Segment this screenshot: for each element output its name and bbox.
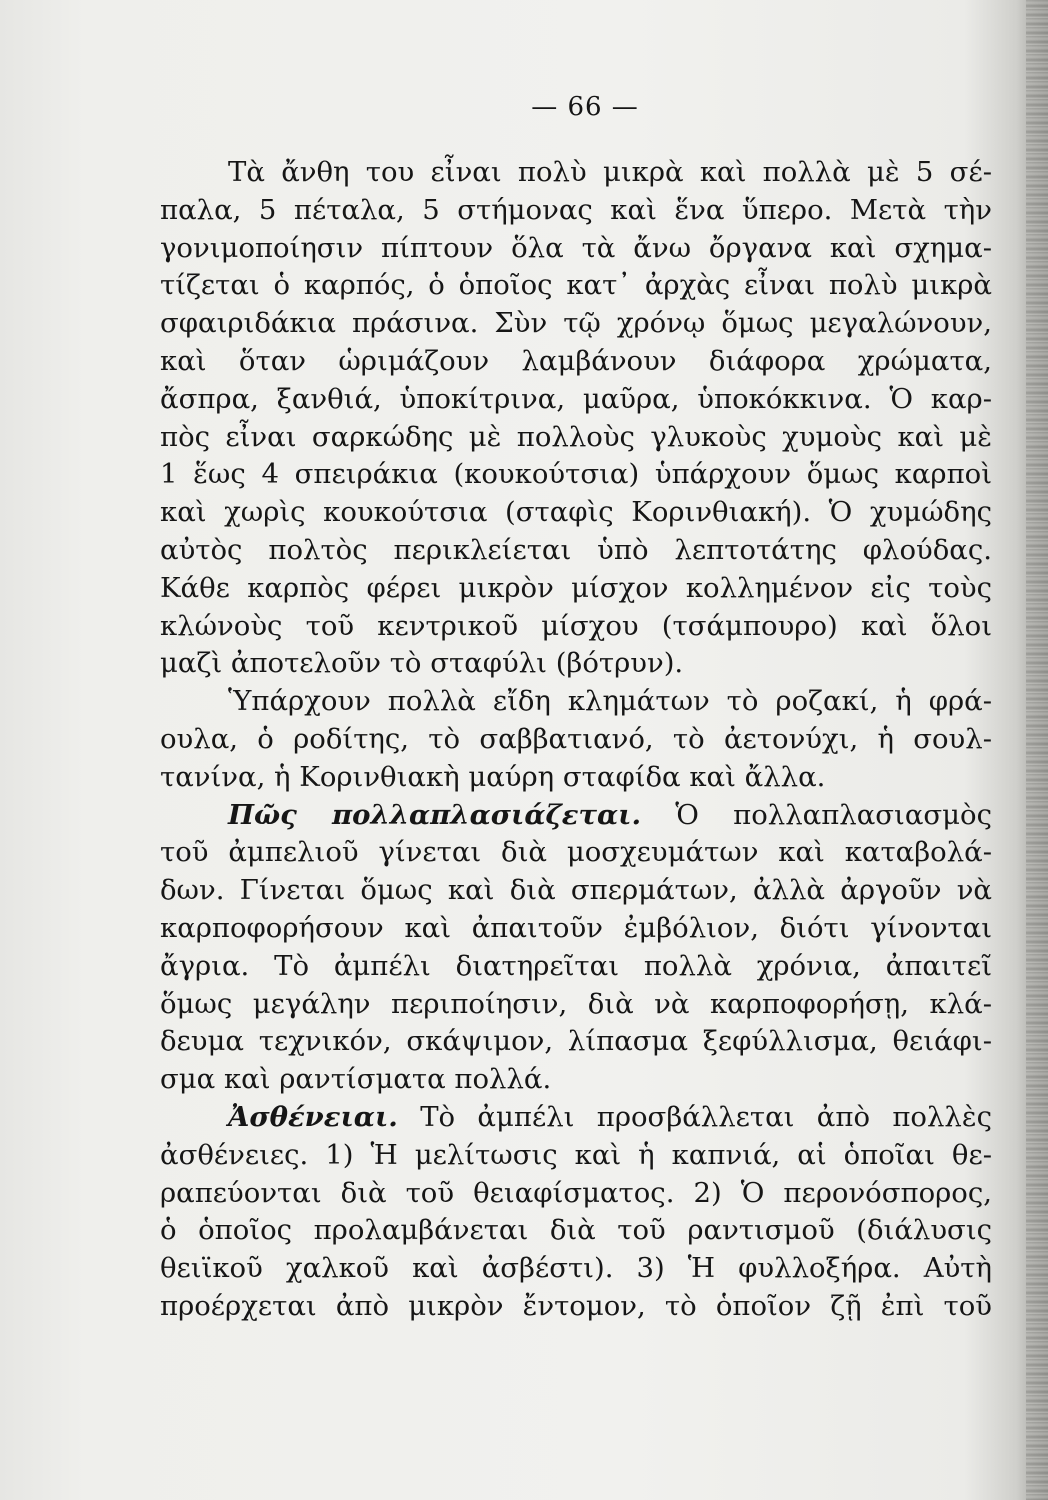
text-line: σφαιριδάκια πράσινα. Σὺν τῷ χρόνῳ ὅμως μεγαλώνουν, — [160, 307, 992, 340]
section-first-line — [160, 797, 992, 835]
text-line: τανίνα, ἡ Κορινθιακὴ μαύρη σταφίδα καὶ ἄλλα. — [160, 760, 826, 793]
section-first-line-text: Ὁ πολλαπλασιασμὸς — [675, 798, 992, 831]
text-line: καρποφορήσουν καὶ ἀπαιτοῦν ἐμβόλιον, διότι γίνονται — [160, 911, 992, 944]
binding-edge — [1026, 0, 1048, 1500]
text-line: πὸς εἶναι σαρκώδης μὲ πολλοὺς γλυκοὺς χυμοὺς καὶ μὲ — [160, 420, 992, 453]
section-first-line-text: Τὸ ἀμπέλι προσβάλλεται ἀπὸ πολλὲς — [420, 1100, 992, 1133]
text-line: τοῦ ἀμπελιοῦ γίνεται διὰ μοσχευμάτων καὶ καταβολά- — [160, 836, 992, 869]
section-heading: Πῶς πολλαπλασιάζεται. — [228, 798, 642, 831]
text-line: γονιμοποίησιν πίπτουν ὅλα τὰ ἄνω ὄργανα καὶ σχημα- — [160, 231, 992, 264]
section-first-line — [160, 1099, 992, 1137]
text-line: Ὑπάρχουν πολλὰ εἴδη κλημάτων τὸ ροζακί, ἡ φρά- — [228, 685, 992, 718]
text-line: ἄγρια. Τὸ ἀμπέλι διατηρεῖται πολλὰ χρόνια, ἀπαιτεῖ — [160, 949, 992, 982]
text-line: θειϊκοῦ χαλκοῦ καὶ ἀσβέστι). 3) Ἡ φυλλοξήρα. Αὐτὴ — [160, 1252, 992, 1285]
text-line: τίζεται ὁ καρπός, ὁ ὁποῖος κατ᾽ ἀρχὰς εἶναι πολὺ μικρὰ — [160, 269, 992, 302]
text-line: παλα, 5 πέταλα, 5 στήμονας καὶ ἕνα ὕπερο. Μετὰ τὴν — [160, 193, 992, 226]
text-line: ὁ ὁποῖος προλαμβάνεται διὰ τοῦ ραντισμοῦ (διάλυσις — [160, 1214, 992, 1247]
page-number: — 66 — — [531, 92, 639, 122]
text-line: καὶ χωρὶς κουκούτσια (σταφὶς Κορινθιακή). Ὁ χυμώδης — [160, 496, 992, 529]
body-text — [160, 154, 992, 1326]
text-line: ραπεύονται διὰ τοῦ θειαφίσματος. 2) Ὁ περονόσπορος, — [160, 1176, 992, 1209]
text-line: μαζὶ ἀποτελοῦν τὸ σταφύλι (βότρυν). — [160, 647, 684, 680]
text-line: δων. Γίνεται ὅμως καὶ διὰ σπερμάτων, ἀλλὰ ἀργοῦν νὰ — [160, 874, 992, 907]
text-line: δευμα τεχνικόν, σκάψιμον, λίπασμα ξεφύλλισμα, θειάφι- — [160, 1025, 992, 1058]
text-line: καὶ ὅταν ὡριμάζουν λαμβάνουν διάφορα χρώματα, — [160, 344, 992, 377]
text-line: ὅμως μεγάλην περιποίησιν, διὰ νὰ καρποφορήσῃ, κλά- — [160, 987, 992, 1020]
text-line: ουλα, ὁ ροδίτης, τὸ σαββατιανό, τὸ ἀετονύχι, ἡ σουλ- — [160, 722, 992, 755]
text-line: σμα καὶ ραντίσματα πολλά. — [160, 1063, 552, 1096]
section-heading: Ἀσθένειαι. — [228, 1100, 398, 1133]
text-line: Κάθε καρπὸς φέρει μικρὸν μίσχον κολλημένον εἰς τοὺς — [160, 571, 992, 604]
text-line: ἄσπρα, ξανθιά, ὑποκίτρινα, μαῦρα, ὑποκόκκινα. Ὁ καρ- — [160, 382, 992, 415]
text-line: 1 ἕως 4 σπειράκια (κουκούτσια) ὑπάρχουν ὅμως καρποὶ — [160, 458, 992, 491]
text-line: Τὰ ἄνθη του εἶναι πολὺ μικρὰ καὶ πολλὰ μὲ 5 σέ- — [228, 156, 992, 188]
text-line: κλώνοὺς τοῦ κεντρικοῦ μίσχου (τσάμπουρο) καὶ ὅλοι — [160, 609, 992, 642]
text-line: αὐτὸς πολτὸς περικλείεται ὑπὸ λεπτοτάτης φλούδας. — [160, 533, 992, 566]
text-line: ἀσθένειες. 1) Ἡ μελίτωσις καὶ ἡ καπνιά, αἱ ὁποῖαι θε- — [160, 1138, 992, 1171]
text-line: προέρχεται ἀπὸ μικρὸν ἔντομον, τὸ ὁποῖον ζῇ ἐπὶ τοῦ — [160, 1289, 992, 1322]
